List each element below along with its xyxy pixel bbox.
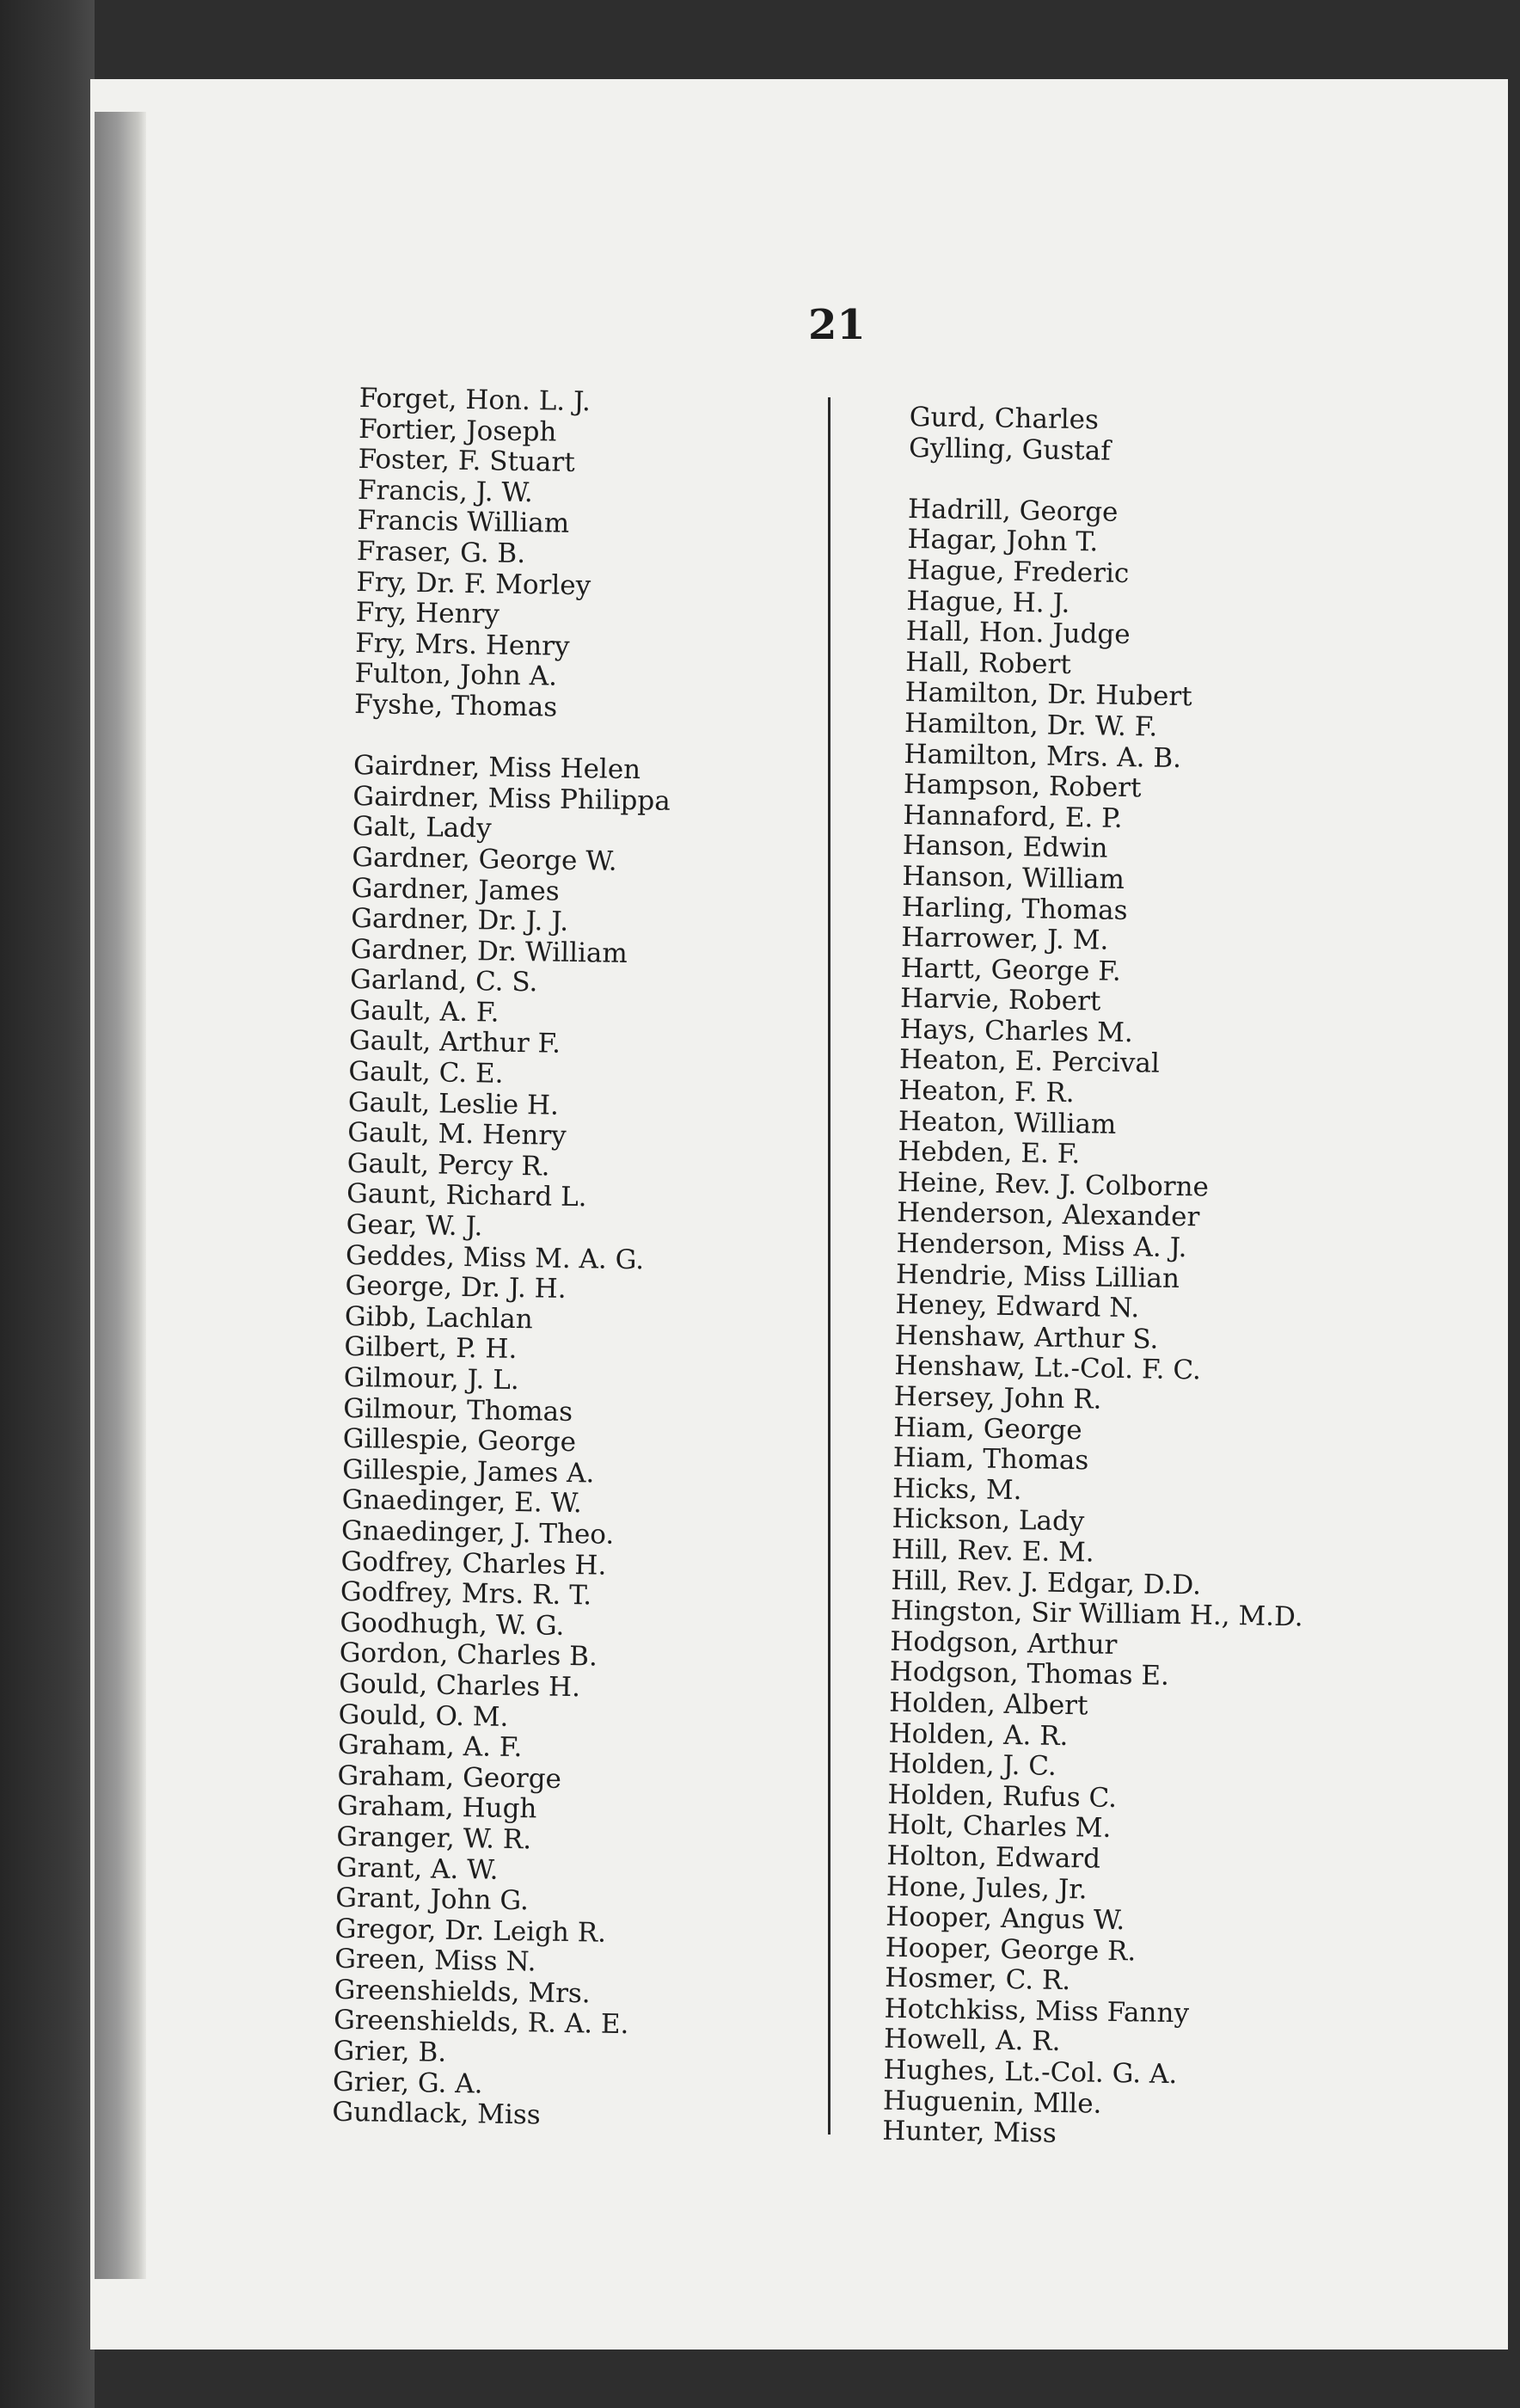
name-entry: Francis, J. W. [357, 474, 534, 508]
name-entry: Hebden, E. F. [898, 1136, 1081, 1170]
name-entry: Hodgson, Arthur [890, 1625, 1118, 1661]
right-name-column [882, 402, 1322, 2153]
name-entry: Graham, Hugh [336, 1791, 537, 1825]
name-entry: Gillespie, George [342, 1423, 577, 1459]
name-entry: Fulton, John A. [354, 658, 558, 692]
name-entry: Hartt, George F. [900, 952, 1122, 987]
name-entry: Gnaedinger, J. Theo. [340, 1514, 615, 1551]
name-entry: Gault, Leslie H. [347, 1086, 560, 1121]
name-entry: Hill, Rev. J. Edgar, D.D. [891, 1564, 1202, 1601]
name-entry: Hill, Rev. E. M. [891, 1533, 1094, 1569]
name-entry: Gaunt, Richard L. [346, 1178, 587, 1213]
name-entry: Heney, Edward N. [895, 1289, 1140, 1324]
name-entry: Hooper, Angus W. [886, 1901, 1125, 1937]
name-entry: Green, Miss N. [334, 1944, 536, 1978]
name-entry: Gardner, Dr. William [350, 933, 628, 969]
scan-left-margin [0, 0, 95, 2408]
name-entry: Hadrill, George [907, 493, 1119, 528]
name-entry: Henderson, Miss A. J. [896, 1227, 1187, 1264]
name-entry: Hanson, Edwin [902, 830, 1108, 864]
name-entry: Granger, W. R. [336, 1821, 532, 1856]
name-entry: Foster, F. Stuart [358, 444, 575, 479]
name-entry: Gairdner, Miss Philippa [352, 780, 671, 817]
name-entry: Garland, C. S. [349, 964, 538, 998]
name-entry: Hamilton, Dr. Hubert [904, 677, 1192, 713]
name-entry: Graham, A. F. [337, 1729, 523, 1764]
name-entry: Hingston, Sir William H., M.D. [890, 1594, 1303, 1633]
name-entry: Holden, Albert [888, 1686, 1088, 1722]
name-entry: Gylling, Gustaf [908, 432, 1112, 467]
name-entry: Hiam, George [893, 1411, 1082, 1446]
name-entry: Gilbert, P. H. [344, 1331, 518, 1366]
name-entry: Hamilton, Dr. W. F. [904, 707, 1158, 743]
name-entry: Harling, Thomas [901, 891, 1128, 926]
name-entry: Graham, George [337, 1760, 562, 1795]
name-entry: Grant, A. W. [335, 1852, 499, 1886]
name-entry: Gould, Charles H. [338, 1668, 581, 1704]
name-entry: Huguenin, Mlle. [882, 2085, 1102, 2120]
name-entry: Forget, Hon. L. J. [359, 383, 591, 418]
name-entry: Fry, Dr. F. Morley [356, 566, 591, 601]
name-entry: Hickson, Lady [892, 1503, 1085, 1538]
name-entry: Gear, W. J. [346, 1208, 483, 1243]
name-entry: Hersey, John R. [893, 1380, 1102, 1416]
name-entry: Gregor, Dr. Leigh R. [334, 1913, 607, 1949]
name-entry: Hague, Frederic [906, 554, 1130, 590]
binding-shadow [95, 112, 146, 2279]
name-entry: Holt, Charles M. [886, 1809, 1112, 1845]
name-entry: Fyshe, Thomas [353, 688, 558, 723]
name-entry: Hunter, Miss [882, 2116, 1057, 2150]
name-entry: Francis William [357, 505, 570, 540]
name-entry: Fry, Mrs. Henry [354, 627, 570, 662]
name-entry: Grant, John G. [335, 1882, 530, 1917]
name-entry: Hotchkiss, Miss Fanny [884, 1993, 1190, 2030]
name-entry: Gurd, Charles [909, 402, 1100, 436]
name-entry: Hagar, John T. [907, 524, 1099, 558]
name-entry: Hendrie, Miss Lillian [895, 1258, 1180, 1294]
name-entry: Heaton, William [898, 1105, 1117, 1140]
name-entry: Gordon, Charles B. [339, 1637, 598, 1673]
name-entry: Fortier, Joseph [358, 413, 557, 448]
name-entry: Gardner, Dr. J. J. [350, 903, 569, 937]
name-entry: Gairdner, Miss Helen [352, 750, 641, 786]
name-entry: Howell, A. R. [883, 2024, 1061, 2058]
name-entry: Gibb, Lachlan [344, 1300, 534, 1336]
name-entry: Gault, Arthur F. [348, 1025, 561, 1060]
name-entry: Hone, Jules, Jr. [886, 1870, 1088, 1905]
name-entry: Gnaedinger, E. W. [341, 1484, 583, 1520]
name-entry: Gundlack, Miss [332, 2097, 541, 2131]
column-divider [828, 397, 830, 2135]
name-entry: Hall, Hon. Judge [905, 616, 1131, 651]
name-entry: Gault, C. E. [348, 1055, 504, 1090]
name-entry: Heaton, E. Percival [898, 1044, 1161, 1080]
name-entry: Gilmour, J. L. [343, 1361, 520, 1397]
name-entry: Hosmer, C. R. [884, 1963, 1071, 1997]
name-entry: Fry, Henry [355, 597, 500, 630]
name-entry: Gault, M. Henry [347, 1117, 567, 1152]
name-entry: Hampson, Robert [903, 769, 1142, 804]
name-entry: Gould, O. M. [338, 1698, 509, 1733]
name-entry: Hall, Robert [904, 646, 1072, 680]
name-entry: Holden, J. C. [887, 1748, 1057, 1783]
name-entry: Heine, Rev. J. Colborne [897, 1166, 1210, 1203]
name-entry: Gault, A. F. [349, 994, 500, 1029]
name-entry: Holden, A. R. [888, 1717, 1069, 1752]
name-entry: Hays, Charles M. [899, 1013, 1134, 1049]
name-entry: Hamilton, Mrs. A. B. [904, 738, 1182, 774]
name-entry: Greenshields, Mrs. [334, 1974, 591, 2010]
name-entry: Godfrey, Mrs. R. T. [340, 1576, 592, 1612]
name-entry: Hooper, George R. [885, 1932, 1137, 1968]
name-entry: Hicks, M. [892, 1472, 1022, 1506]
scan-right-margin [1508, 0, 1520, 2408]
page-number: 21 [808, 301, 866, 349]
name-entry: Gilmour, Thomas [343, 1392, 573, 1428]
name-entry: Galt, Lady [352, 811, 492, 845]
name-entry: Holden, Rufus C. [887, 1778, 1118, 1814]
name-entry: Geddes, Miss M. A. G. [345, 1239, 645, 1275]
name-entry: Hodgson, Thomas E. [889, 1656, 1170, 1692]
name-entry: Greenshields, R. A. E. [333, 2005, 629, 2041]
name-entry: Henshaw, Arthur S. [894, 1319, 1159, 1355]
name-entry: Grier, G. A. [332, 2066, 483, 2100]
name-entry: Gardner, James [351, 872, 560, 907]
name-entry: Hiam, Thomas [892, 1442, 1089, 1477]
name-entry: Goodhugh, W. G. [340, 1606, 565, 1642]
name-entry: Hughes, Lt.-Col. G. A. [883, 2054, 1178, 2091]
left-name-column [332, 384, 677, 2133]
name-entry: Holton, Edward [886, 1840, 1101, 1875]
name-entry: Hannaford, E. P. [903, 799, 1123, 834]
name-entry: Gardner, George W. [352, 841, 617, 877]
name-entry: Gault, Percy R. [346, 1147, 550, 1182]
name-entry: Henderson, Alexander [896, 1197, 1200, 1233]
name-entry: Gillespie, James A. [341, 1453, 595, 1490]
name-entry: Heaton, F. R. [898, 1074, 1075, 1109]
name-entry: Hanson, William [902, 860, 1125, 895]
name-entry: Harvie, Robert [899, 983, 1101, 1017]
name-entry: Hague, H. J. [906, 585, 1070, 619]
name-entry: Grier, B. [333, 2035, 447, 2068]
name-entry: George, Dr. J. H. [345, 1270, 567, 1305]
name-entry: Henshaw, Lt.-Col. F. C. [894, 1350, 1202, 1386]
name-entry: Fraser, G. B. [356, 535, 526, 570]
name-entry: Harrower, J. M. [900, 922, 1109, 956]
name-entry: Godfrey, Charles H. [340, 1545, 607, 1582]
